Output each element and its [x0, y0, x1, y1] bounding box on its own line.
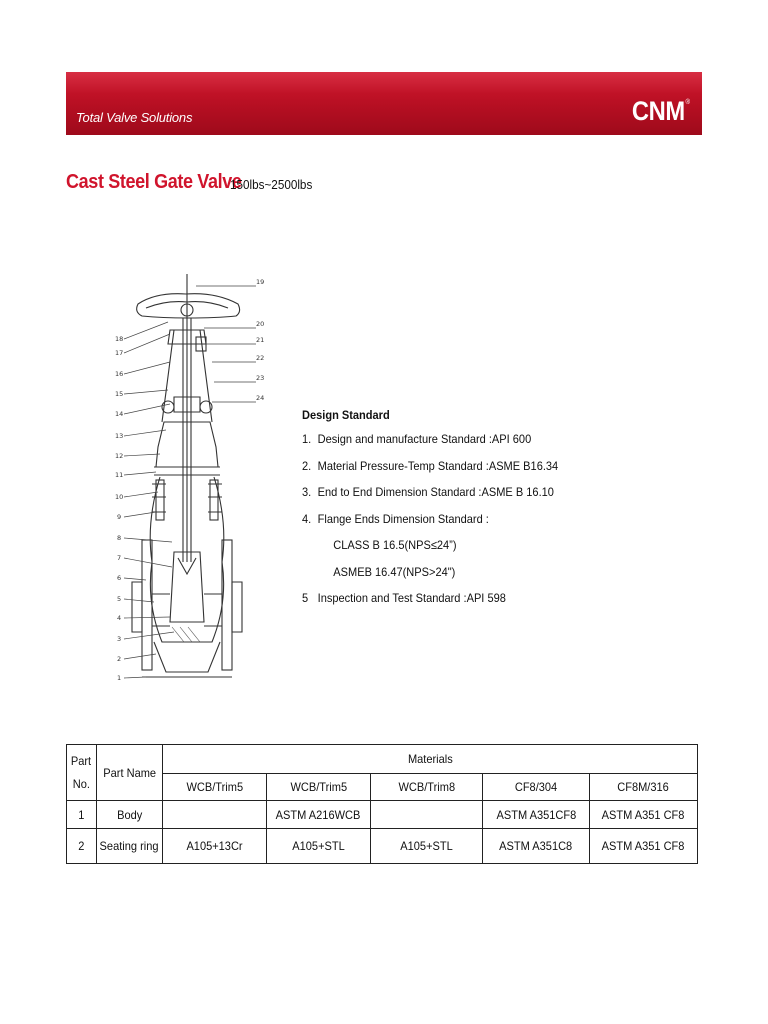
banner-shine: [66, 72, 702, 94]
material-cell: [371, 801, 483, 829]
standard-item: 1. Design and manufacture Standard :API 600: [302, 432, 532, 446]
material-header: WCB/Trim5: [163, 774, 267, 801]
design-standard-heading: Design Standard: [302, 408, 390, 422]
callout-23: 23: [256, 374, 265, 382]
material-cell: ASTM A216WCB: [267, 801, 371, 829]
brand-logo: [632, 96, 690, 127]
callout-5: 5: [117, 595, 122, 603]
callout-2: 2: [117, 655, 122, 663]
header-part-no: Part No.: [67, 745, 97, 801]
brand-name: CNM: [632, 96, 686, 126]
material-header: WCB/Trim5: [267, 774, 371, 801]
callout-15: 15: [115, 390, 124, 398]
callout-12: 12: [115, 452, 124, 460]
header-banner: [66, 72, 702, 135]
material-cell: A105+STL: [267, 829, 371, 864]
materials-table: [66, 744, 698, 864]
callout-3: 3: [117, 635, 122, 643]
callout-1: 1: [117, 674, 122, 682]
material-cell: ASTM A351C8: [483, 829, 590, 864]
header-materials: Materials: [163, 745, 698, 774]
callout-8: 8: [117, 534, 122, 542]
part-name-cell: Body: [97, 801, 163, 829]
material-cell: A105+STL: [371, 829, 483, 864]
design-standard: [302, 406, 596, 612]
material-cell: A105+13Cr: [163, 829, 267, 864]
standard-item: 5 Inspection and Test Standard :API 598: [302, 591, 506, 605]
callout-13: 13: [115, 432, 124, 440]
material-header: CF8M/316: [590, 774, 698, 801]
standard-subitem: ASMEB 16.47(NPS>24"): [333, 564, 456, 579]
part-no-cell: 2: [67, 829, 97, 864]
callout-4: 4: [117, 614, 122, 622]
header-part-name: Part Name: [97, 745, 163, 801]
table-row: [67, 801, 698, 829]
pressure-range: 150lbs~2500lbs: [230, 177, 313, 192]
standard-item: 2. Material Pressure-Temp Standard :ASME B16.34: [302, 458, 559, 473]
part-no-cell: 1: [67, 801, 97, 829]
callout-10: 10: [115, 493, 124, 501]
material-cell: ASTM A351 CF8: [590, 801, 698, 829]
callout-9: 9: [117, 513, 122, 521]
callout-16: 16: [115, 370, 124, 378]
callout-18: 18: [115, 335, 124, 343]
material-header: CF8/304: [483, 774, 590, 801]
standard-item: 3. End to End Dimension Standard :ASME B 16.10: [302, 485, 554, 499]
material-cell: [163, 801, 267, 829]
callout-7: 7: [117, 554, 122, 562]
page-title: Cast Steel Gate Valve: [66, 171, 242, 193]
callout-21: 21: [256, 336, 265, 344]
callout-22: 22: [256, 354, 265, 362]
registered-mark: ®: [685, 99, 690, 106]
tagline: Total Valve Solutions: [76, 110, 193, 125]
part-name-cell: Seating ring: [97, 829, 163, 864]
material-cell: ASTM A351 CF8: [590, 829, 698, 864]
table-row: [67, 829, 698, 864]
callout-6: 6: [117, 574, 122, 582]
standard-item: 4. Flange Ends Dimension Standard :: [302, 511, 489, 526]
callout-14: 14: [115, 410, 124, 418]
gate-valve-drawing: [66, 222, 292, 732]
table-header-row: [67, 745, 698, 774]
material-header: WCB/Trim8: [371, 774, 483, 801]
callout-24: 24: [256, 394, 265, 402]
material-cell: ASTM A351CF8: [483, 801, 590, 829]
callout-19: 19: [256, 278, 265, 286]
callout-20: 20: [256, 320, 265, 328]
standard-subitem: CLASS B 16.5(NPS≤24”): [333, 538, 457, 552]
callout-11: 11: [115, 471, 124, 479]
callout-17: 17: [115, 349, 124, 357]
